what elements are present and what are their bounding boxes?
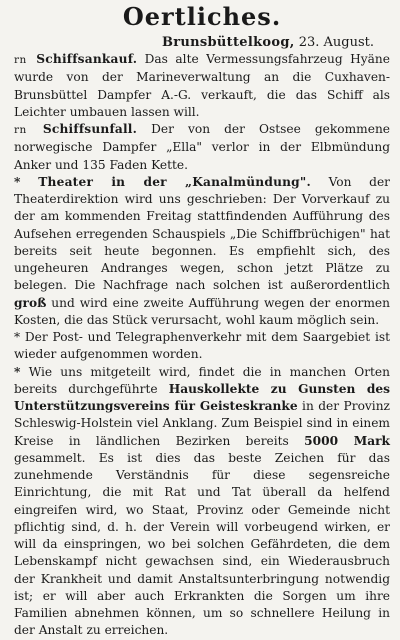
article-headline: Schiffsankauf.: [36, 52, 138, 66]
dateline-place: Brunsbüttelkoog,: [161, 35, 295, 50]
article-body: Das alte Vermessungsfahrzeug Hyäne wurde von der Marineverwaltung an die Cuxhaven-Brunsbüttel Dampfer A.-G. verkauft, die das Schiff als Leichter umbauen lassen will.: [14, 52, 390, 119]
article-hauskollekte: [14, 364, 390, 640]
article-headline: Schiffsunfall.: [42, 122, 138, 136]
article-body: Der von der Ostsee gekommene norwegische Dampfer „Ella" verlor in der Elbmündung Anker und 135 Faden Kette.: [14, 122, 391, 172]
article-body-part-2: in der Provinz Schleswig-Holstein viel Anklang. Zum Beispiel sind in einem Kreise in ländlichen Bezirken bereits: [14, 399, 390, 448]
article-postverkehr: [14, 329, 390, 364]
section-title: Oertliches.: [122, 2, 282, 31]
article-body-part-3: gesammelt. Es ist dies das beste Zeichen für das zunehmende Verständnis für diese segensreiche Einrichtung, die mit Rat und Tat überall da helfend eingreifen wird, wo Staat, Provinz oder Gemeinde nicht pflichtig sind, d. h. der Verein will vorbeugend wirken, er will da einspringen, wo bei solchen Gefährdeten, die dem Lebenskampf nicht gewachsen sind, ein Wiederausbruch der Krankheit und damit Anstaltsunterbringung notwendig ist; er will aber auch Erkrankten die Sorgen um ihre Familien abnehmen können, um so schnellere Heilung in der Anstalt zu erreichen.: [14, 450, 390, 638]
dateline-date: 23. August.: [298, 35, 374, 50]
article-theater: [14, 174, 390, 329]
article-schiffsunfall: [14, 121, 390, 174]
article-mark: *: [14, 364, 21, 379]
article-mark: *: [14, 174, 21, 189]
article-body-part-2: und wird eine zweite Aufführung wegen der enormen Kosten, die das Stück verursacht, wohl kaum möglich sein.: [14, 295, 390, 327]
article-emphasis-amount: 5000 Mark: [304, 433, 390, 448]
article-mark: *: [14, 330, 21, 344]
article-body-part-1: Wie uns mitgeteilt wird, findet die in manchen Orten bereits durchgeführte: [14, 364, 390, 396]
article-emphasis-verein: Hauskollekte zu Gunsten des Unterstützungsvereins für Geisteskranke: [14, 381, 390, 413]
article-body: Der Post- und Telegraphenverkehr mit dem Saargebiet ist wieder aufgenommen worden.: [14, 330, 390, 362]
article-emphasis: groß: [14, 295, 47, 310]
article-schiffsankauf: [14, 51, 390, 121]
dateline: [14, 34, 374, 51]
author-mark: rn: [14, 54, 27, 66]
author-mark: rn: [14, 124, 27, 136]
article-body-part-1: Von der Theaterdirektion wird uns geschrieben: Der Vorverkauf zu der am kommenden Freitag stattfindenden Aufführung des Aufsehen erregenden Schauspiels „Die Schiffbrüchigen" hat bereits seit heute begonnen. Es empfiehlt sich, des ungeheuren Andranges wegen, schon jetzt Plätze zu belegen. Die Nachfrage nach solchen ist außerordentlich: [14, 174, 390, 293]
article-headline: Theater in der „Kanalmündung".: [38, 174, 311, 189]
